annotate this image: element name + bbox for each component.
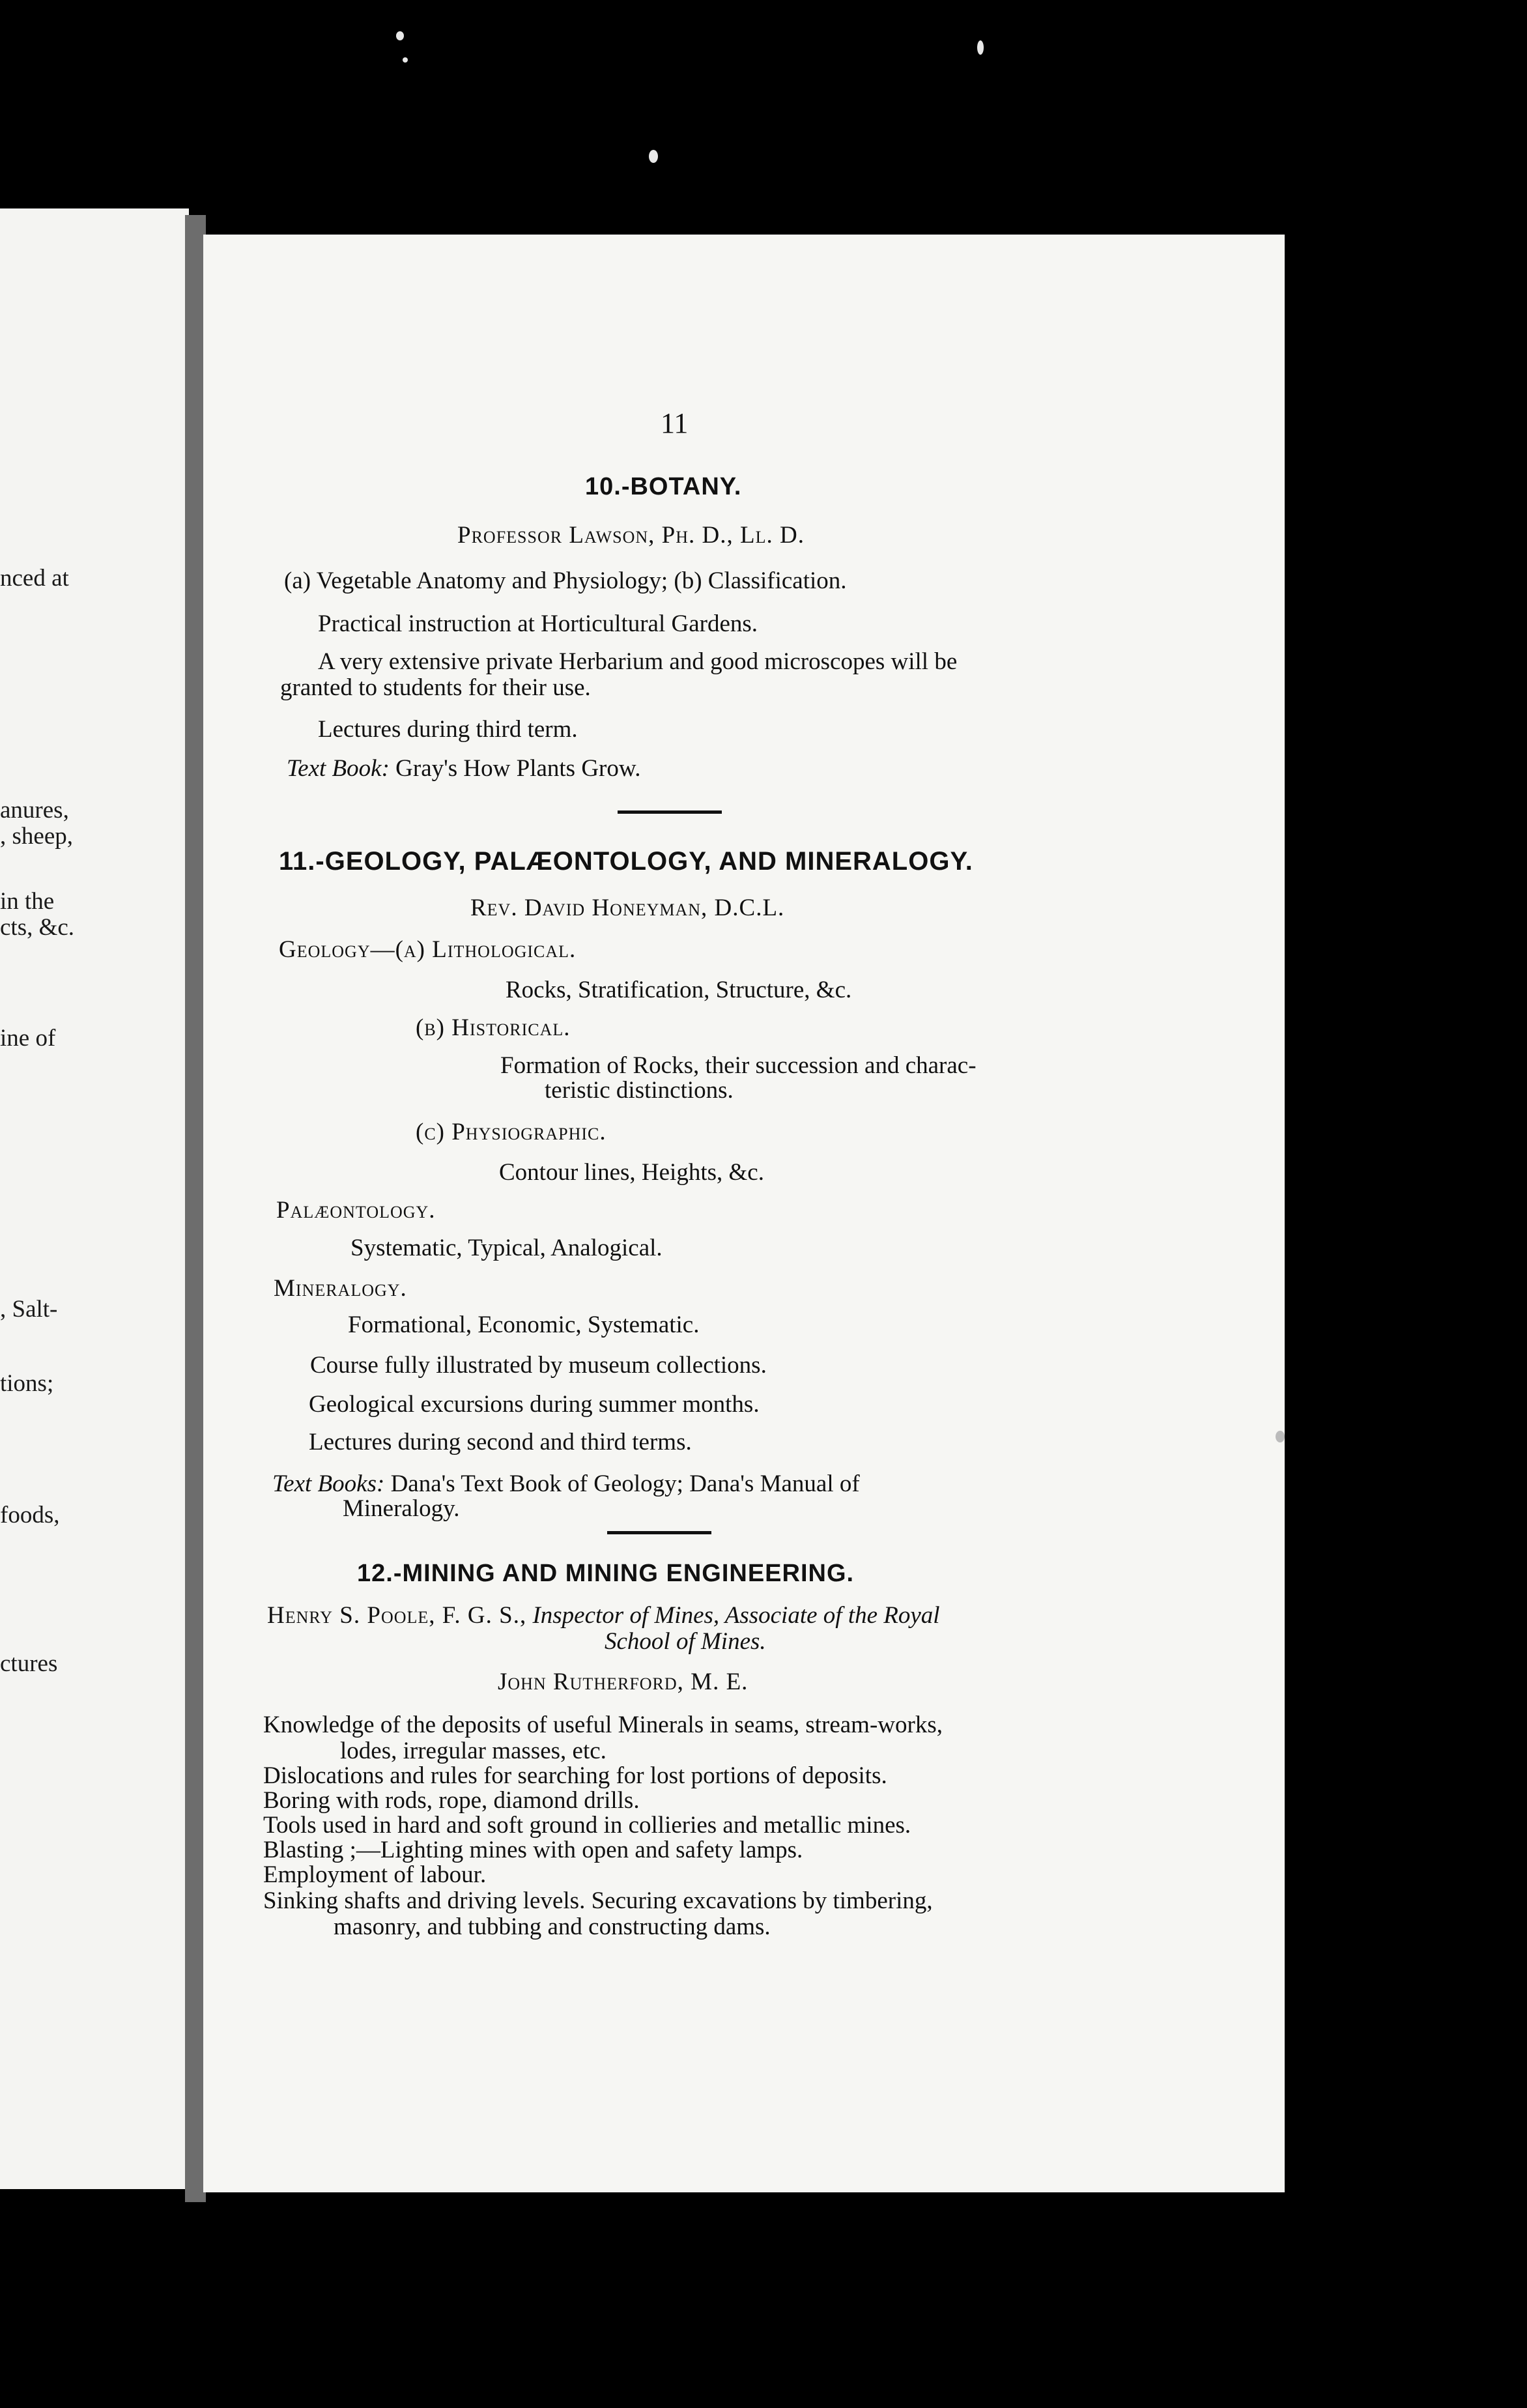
left-page bbox=[0, 208, 189, 2189]
palaeontology-label: Palæontology. bbox=[276, 1197, 436, 1224]
professor-title: School of Mines. bbox=[605, 1628, 766, 1655]
mining-line: Sinking shafts and driving levels. Securing excavations by timbering, bbox=[263, 1887, 933, 1914]
textbooks-label: Text Books: bbox=[272, 1470, 385, 1497]
mining-line: Boring with rods, rope, diamond drills. bbox=[263, 1787, 640, 1814]
botany-line: (a) Vegetable Anatomy and Physiology; (b) Classification. bbox=[284, 567, 847, 594]
geology-line: teristic distinctions. bbox=[545, 1077, 734, 1104]
left-page-fragment: cts, &c. bbox=[0, 914, 75, 941]
scan-speck bbox=[403, 57, 408, 63]
left-page-fragment: ctures bbox=[0, 1650, 58, 1677]
geology-professor: Rev. David Honeyman, D.C.L. bbox=[470, 895, 785, 921]
mining-line: masonry, and tubbing and constructing dams. bbox=[334, 1914, 771, 1940]
mineralogy-label: Mineralogy. bbox=[274, 1275, 407, 1302]
geology-label: Geology—(a) Lithological. bbox=[279, 936, 577, 963]
mining-professor: John Rutherford, M. E. bbox=[498, 1669, 749, 1695]
scan-speck bbox=[396, 31, 404, 40]
geology-line: Geological excursions during summer months. bbox=[309, 1391, 760, 1418]
textbook-label: Text Book: bbox=[287, 755, 390, 782]
botany-line: A very extensive private Herbarium and good microscopes will be bbox=[318, 648, 958, 675]
geology-line: Mineralogy. bbox=[343, 1495, 460, 1522]
botany-line: Practical instruction at Horticultural Gardens. bbox=[318, 610, 758, 637]
mining-line: Employment of labour. bbox=[263, 1861, 487, 1888]
geology-line: Contour lines, Heights, &c. bbox=[499, 1159, 764, 1186]
geology-textbooks bbox=[272, 1470, 860, 1498]
right-page bbox=[203, 235, 1285, 2192]
left-page-fragment: anures, bbox=[0, 797, 69, 824]
mining-line: Tools used in hard and soft ground in collieries and metallic mines. bbox=[263, 1812, 911, 1839]
professor-title: Inspector of Mines, Associate of the Royal bbox=[532, 1602, 940, 1629]
historical-label: (b) Historical. bbox=[416, 1014, 571, 1041]
botany-textbook bbox=[287, 754, 640, 782]
geology-line: Formation of Rocks, their succession and charac- bbox=[500, 1052, 977, 1079]
mining-line: Blasting ;—Lighting mines with open and safety lamps. bbox=[263, 1837, 803, 1863]
section-divider bbox=[607, 1531, 711, 1534]
geology-heading: 11.-GEOLOGY, PALÆONTOLOGY, AND MINERALOGY. bbox=[279, 847, 973, 876]
geology-line: Rocks, Stratification, Structure, &c. bbox=[506, 977, 852, 1003]
scan-speck bbox=[649, 150, 658, 163]
scan-speck bbox=[1276, 1431, 1285, 1442]
page-number: 11 bbox=[661, 407, 689, 439]
left-page-fragment: , Salt- bbox=[0, 1296, 58, 1323]
mining-heading: 12.-MINING AND MINING ENGINEERING. bbox=[357, 1560, 855, 1587]
botany-professor: Professor Lawson, Ph. D., Ll. D. bbox=[457, 522, 805, 549]
geology-line: Formational, Economic, Systematic. bbox=[348, 1312, 700, 1338]
mining-line: Knowledge of the deposits of useful Minerals in seams, stream-works, bbox=[263, 1712, 943, 1738]
physiographic-label: (c) Physiographic. bbox=[416, 1119, 607, 1145]
section-divider bbox=[618, 810, 722, 814]
left-page-fragment: nced at bbox=[0, 565, 69, 592]
left-page-fragment: foods, bbox=[0, 1502, 60, 1528]
geology-line: Systematic, Typical, Analogical. bbox=[350, 1235, 663, 1261]
geology-line: Lectures during second and third terms. bbox=[309, 1429, 692, 1455]
left-page-fragment: , sheep, bbox=[0, 823, 73, 850]
textbooks-title: Dana's Text Book of Geology; Dana's Manual of bbox=[390, 1470, 860, 1497]
left-page-fragment: ine of bbox=[0, 1025, 56, 1052]
botany-line: granted to students for their use. bbox=[280, 674, 591, 701]
mining-line: lodes, irregular masses, etc. bbox=[340, 1738, 607, 1764]
scan-speck bbox=[977, 40, 984, 55]
geology-line: Course fully illustrated by museum collections. bbox=[310, 1352, 767, 1379]
mining-professor bbox=[267, 1601, 940, 1629]
botany-line: Lectures during third term. bbox=[318, 716, 578, 743]
mining-line: Dislocations and rules for searching for lost portions of deposits. bbox=[263, 1762, 887, 1789]
left-page-fragment: in the bbox=[0, 888, 55, 915]
botany-heading: 10.-BOTANY. bbox=[585, 473, 742, 500]
textbook-title: Gray's How Plants Grow. bbox=[395, 755, 641, 782]
left-page-fragment: tions; bbox=[0, 1370, 54, 1397]
professor-name: Henry S. Poole, F. G. S., bbox=[267, 1602, 527, 1629]
